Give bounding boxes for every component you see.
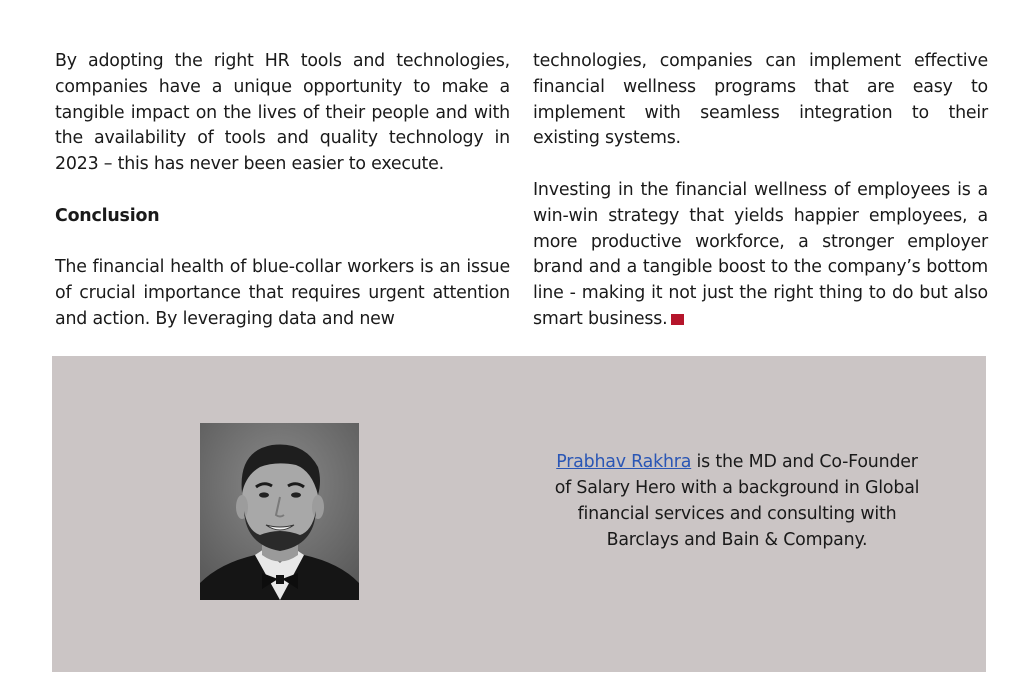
left-column xyxy=(55,49,510,333)
body-paragraph: technologies, companies can implement effective financial wellness programs that are easy to implement with seamless integration to their existing systems. xyxy=(533,51,988,149)
closing-paragraph xyxy=(533,178,988,333)
end-of-article-mark xyxy=(671,314,684,325)
author-photo xyxy=(200,423,359,600)
author-bio-description: is the MD and Co-Founder of Salary Hero with a background in Global financial services and consulting with Barclays and Bain & Company. xyxy=(554,452,920,550)
section-heading: Conclusion xyxy=(55,205,160,226)
author-bio-text xyxy=(552,449,922,553)
author-portrait-image xyxy=(200,423,359,600)
body-paragraph: By adopting the right HR tools and technologies, companies have a unique opportunity to make a tangible impact on the lives of their people and with the availability of tools and quality technology in 2023 – this has never been easier to execute. xyxy=(55,51,510,175)
author-bio-box xyxy=(52,356,986,672)
closing-paragraph-text: Investing in the financial wellness of employees is a win-win strategy that yields happier employees, a more productive workforce, a stronger employer brand and a tangible boost to the company’s bottom line - making it not just the right thing to do but also smart business. xyxy=(533,179,988,329)
body-paragraph: The financial health of blue-collar workers is an issue of crucial importance that requires urgent attention and action. By leveraging data and new xyxy=(55,257,510,329)
author-name-link[interactable]: Prabhav Rakhra xyxy=(556,452,692,472)
right-column xyxy=(533,49,988,333)
